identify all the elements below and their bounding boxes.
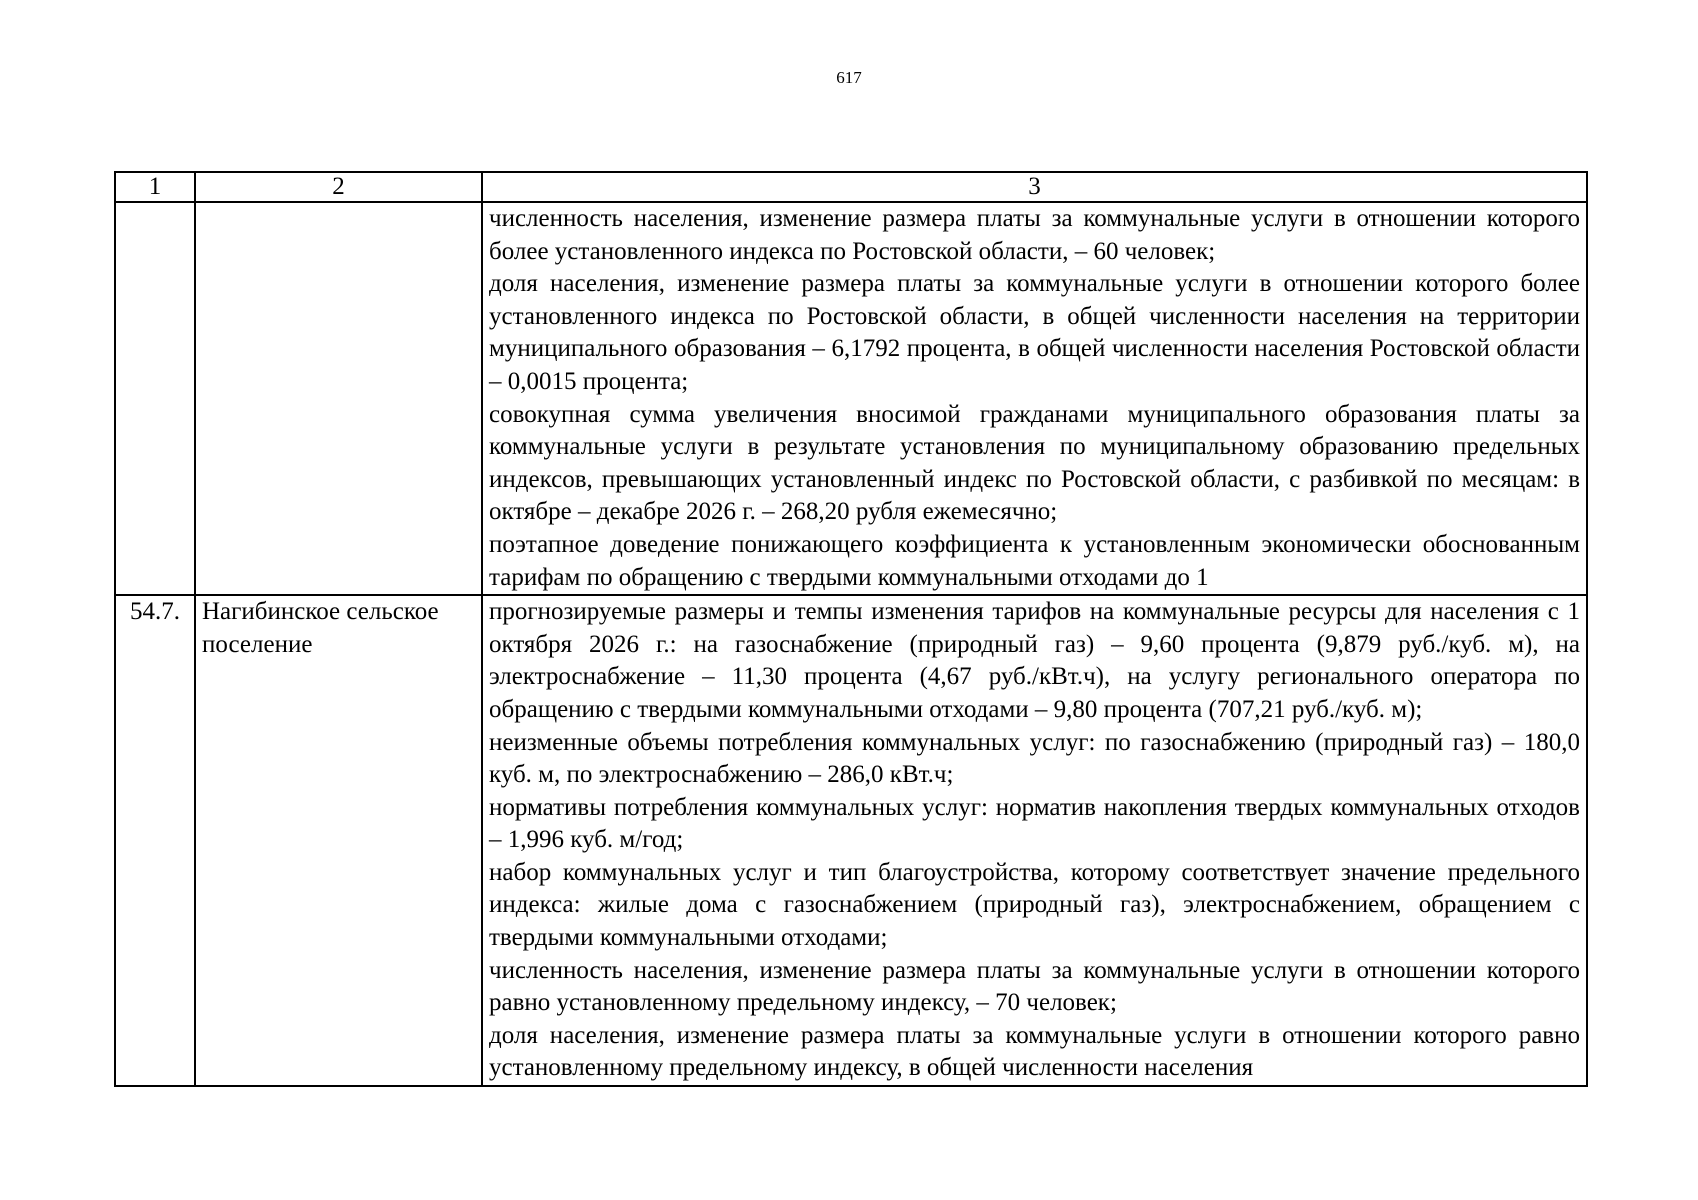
description-paragraph: неизменные объемы потребления коммунальных услуг: по газоснабжению (природный газ) – 180,0 куб. м, по электроснабжению – 286,0 кВт.ч; bbox=[489, 728, 1580, 789]
row-number: 54.7. bbox=[115, 595, 195, 1086]
column-header-1: 1 bbox=[115, 172, 195, 202]
row-name: Нагибинское сельское поселение bbox=[195, 595, 482, 1086]
description-paragraph: нормативы потребления коммунальных услуг: норматив накопления твердых коммунальных отходов – 1,996 куб. м/год; bbox=[489, 793, 1580, 854]
description-paragraph: набор коммунальных услуг и тип благоустройства, которому соответствует значение предельного индекса: жилые дома с газоснабжением (природный газ), электроснабжением, обращением с твердыми коммунальными отходами; bbox=[489, 858, 1580, 952]
column-header-2: 2 bbox=[195, 172, 482, 202]
document-table bbox=[114, 171, 1588, 1087]
description-paragraph: численность населения, изменение размера платы за коммунальные услуги в отношении которого равно установленному предельному индексу, – 70 человек; bbox=[489, 956, 1580, 1017]
table-row bbox=[115, 202, 1587, 595]
page-number: 617 bbox=[836, 68, 862, 87]
row-name bbox=[195, 202, 482, 595]
row-description bbox=[482, 202, 1587, 595]
description-paragraph: доля населения, изменение размера платы за коммунальные услуги в отношении которого равно установленному предельному индексу, в общей численности населения bbox=[489, 1021, 1580, 1082]
description-paragraph: прогнозируемые размеры и темпы изменения тарифов на коммунальные ресурсы для населения с 1 октября 2026 г.: на газоснабжение (природный газ) – 9,60 процента (9,879 руб./куб. м), на электроснабжение – 11,30 процента (4,67 руб./кВт.ч), на услугу регионального оператора по обращению с твердыми коммунальными отходами – 9,80 процента (707,21 руб./куб. м); bbox=[489, 598, 1580, 723]
row-number bbox=[115, 202, 195, 595]
column-header-3: 3 bbox=[482, 172, 1587, 202]
description-paragraph: поэтапное доведение понижающего коэффициента к установленным экономически обоснованным тарифам по обращению с твердыми коммунальными отходами до 1 bbox=[489, 530, 1580, 591]
table-row bbox=[115, 595, 1587, 1086]
table-header-row bbox=[115, 172, 1587, 202]
description-paragraph: численность населения, изменение размера платы за коммунальные услуги в отношении которого более установленного индекса по Ростовской области, – 60 человек; bbox=[489, 205, 1580, 265]
description-paragraph: доля населения, изменение размера платы за коммунальные услуги в отношении которого более установленного индекса по Ростовской области, в общей численности населения на территории муниципального образования – 6,1792 процента, в общей численности населения Ростовской области – 0,0015 процента; bbox=[489, 270, 1580, 395]
description-paragraph: совокупная сумма увеличения вносимой гражданами муниципального образования платы за коммунальные услуги в результате установления по муниципальному образованию предельных индексов, превышающих установленный индекс по Ростовской области, с разбивкой по месяцам: в октябре – декабре 2026 г. – 268,20 рубля ежемесячно; bbox=[489, 400, 1580, 526]
row-description bbox=[482, 595, 1587, 1086]
